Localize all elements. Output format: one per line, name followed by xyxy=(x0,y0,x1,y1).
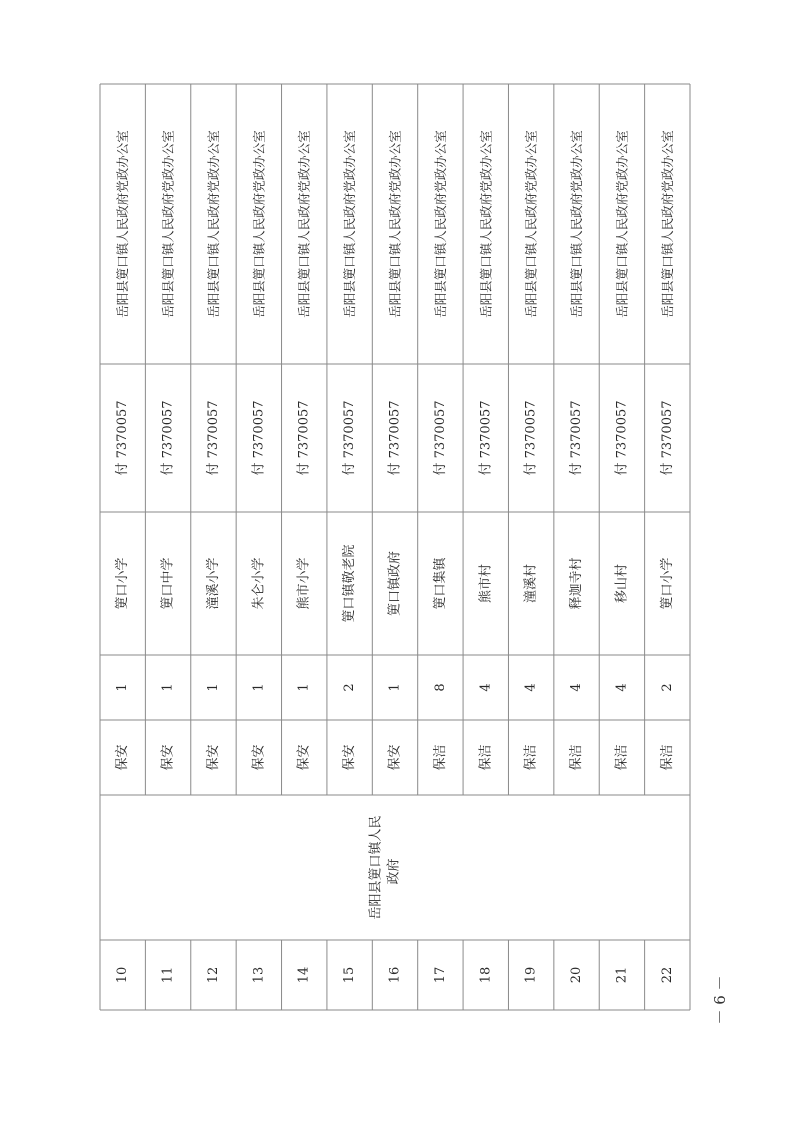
head-count: 1 xyxy=(296,683,312,692)
head-count: 4 xyxy=(569,683,585,692)
responsible-dept: 岳阳县筻口镇人民政府党政办公室 xyxy=(569,130,585,318)
responsible-dept: 岳阳县筻口镇人民政府党政办公室 xyxy=(342,130,358,318)
contact-phone: 付 7370057 xyxy=(342,400,358,476)
post-name: 保安 xyxy=(342,744,358,771)
work-unit: 筻口集镇 xyxy=(432,557,448,610)
responsible-dept: 岳阳县筻口镇人民政府党政办公室 xyxy=(478,130,494,318)
contact-phone: 付 7370057 xyxy=(569,400,585,476)
work-unit: 释迦寺村 xyxy=(569,557,585,610)
row-number: 20 xyxy=(569,966,585,984)
row-number: 22 xyxy=(659,966,675,984)
head-count: 4 xyxy=(523,683,539,692)
work-unit: 筻口镇政府 xyxy=(387,550,403,617)
contact-phone: 付 7370057 xyxy=(523,400,539,476)
merged-org-name: 岳阳县筻口镇人民 xyxy=(368,815,384,920)
row-number: 13 xyxy=(251,966,267,984)
row-number: 11 xyxy=(160,966,176,984)
responsible-dept: 岳阳县筻口镇人民政府党政办公室 xyxy=(115,130,131,318)
work-unit: 熊市村 xyxy=(478,563,494,604)
head-count: 4 xyxy=(614,683,630,692)
work-unit: 筻口中学 xyxy=(160,557,176,610)
responsible-dept: 岳阳县筻口镇人民政府党政办公室 xyxy=(432,130,448,318)
post-name: 保洁 xyxy=(432,744,448,771)
row-number: 18 xyxy=(478,966,494,984)
post-name: 保安 xyxy=(205,744,221,771)
work-unit: 朱仑小学 xyxy=(251,557,267,610)
work-unit: 潼溪小学 xyxy=(205,557,221,610)
page-number: － 6 － xyxy=(711,975,729,1025)
post-name: 保安 xyxy=(160,744,176,771)
post-name: 保安 xyxy=(387,744,403,771)
contact-phone: 付 7370057 xyxy=(115,400,131,476)
row-number: 19 xyxy=(523,966,539,984)
row-number: 21 xyxy=(614,966,630,984)
contact-phone: 付 7370057 xyxy=(659,400,675,476)
head-count: 1 xyxy=(387,683,403,692)
post-name: 保洁 xyxy=(523,744,539,771)
head-count: 8 xyxy=(432,683,448,692)
row-number: 16 xyxy=(387,966,403,984)
post-name: 保安 xyxy=(251,744,267,771)
contact-phone: 付 7370057 xyxy=(296,400,312,476)
work-unit: 潼溪村 xyxy=(523,563,539,604)
post-name: 保洁 xyxy=(659,744,675,771)
work-unit: 熊市小学 xyxy=(296,557,312,610)
head-count: 1 xyxy=(115,683,131,692)
contact-phone: 付 7370057 xyxy=(432,400,448,476)
head-count: 1 xyxy=(205,683,221,692)
head-count: 1 xyxy=(160,683,176,692)
work-unit: 筻口小学 xyxy=(659,557,675,610)
row-number: 17 xyxy=(432,966,448,984)
responsible-dept: 岳阳县筻口镇人民政府党政办公室 xyxy=(387,130,403,318)
head-count: 4 xyxy=(478,683,494,692)
responsible-dept: 岳阳县筻口镇人民政府党政办公室 xyxy=(205,130,221,318)
responsible-dept: 岳阳县筻口镇人民政府党政办公室 xyxy=(659,130,675,318)
row-number: 12 xyxy=(205,966,221,984)
contact-phone: 付 7370057 xyxy=(614,400,630,476)
merged-org-name-cont: 政府 xyxy=(386,858,402,885)
head-count: 2 xyxy=(659,683,675,692)
work-unit: 筻口镇敬老院 xyxy=(342,544,358,623)
post-name: 保洁 xyxy=(478,744,494,771)
row-number: 10 xyxy=(115,966,131,984)
post-name: 保安 xyxy=(296,744,312,771)
contact-phone: 付 7370057 xyxy=(387,400,403,476)
row-number: 15 xyxy=(342,966,358,984)
post-name: 保洁 xyxy=(569,744,585,771)
row-number: 14 xyxy=(296,966,312,984)
responsible-dept: 岳阳县筻口镇人民政府党政办公室 xyxy=(523,130,539,318)
head-count: 1 xyxy=(251,683,267,692)
contact-phone: 付 7370057 xyxy=(478,400,494,476)
contact-phone: 付 7370057 xyxy=(205,400,221,476)
post-name: 保安 xyxy=(115,744,131,771)
responsible-dept: 岳阳县筻口镇人民政府党政办公室 xyxy=(251,130,267,318)
work-unit: 移山村 xyxy=(614,563,630,604)
responsible-dept: 岳阳县筻口镇人民政府党政办公室 xyxy=(160,130,176,318)
contact-phone: 付 7370057 xyxy=(251,400,267,476)
responsible-dept: 岳阳县筻口镇人民政府党政办公室 xyxy=(296,130,312,318)
head-count: 2 xyxy=(342,683,358,692)
work-unit: 筻口小学 xyxy=(115,557,131,610)
responsible-dept: 岳阳县筻口镇人民政府党政办公室 xyxy=(614,130,630,318)
post-name: 保洁 xyxy=(614,744,630,771)
contact-phone: 付 7370057 xyxy=(160,400,176,476)
